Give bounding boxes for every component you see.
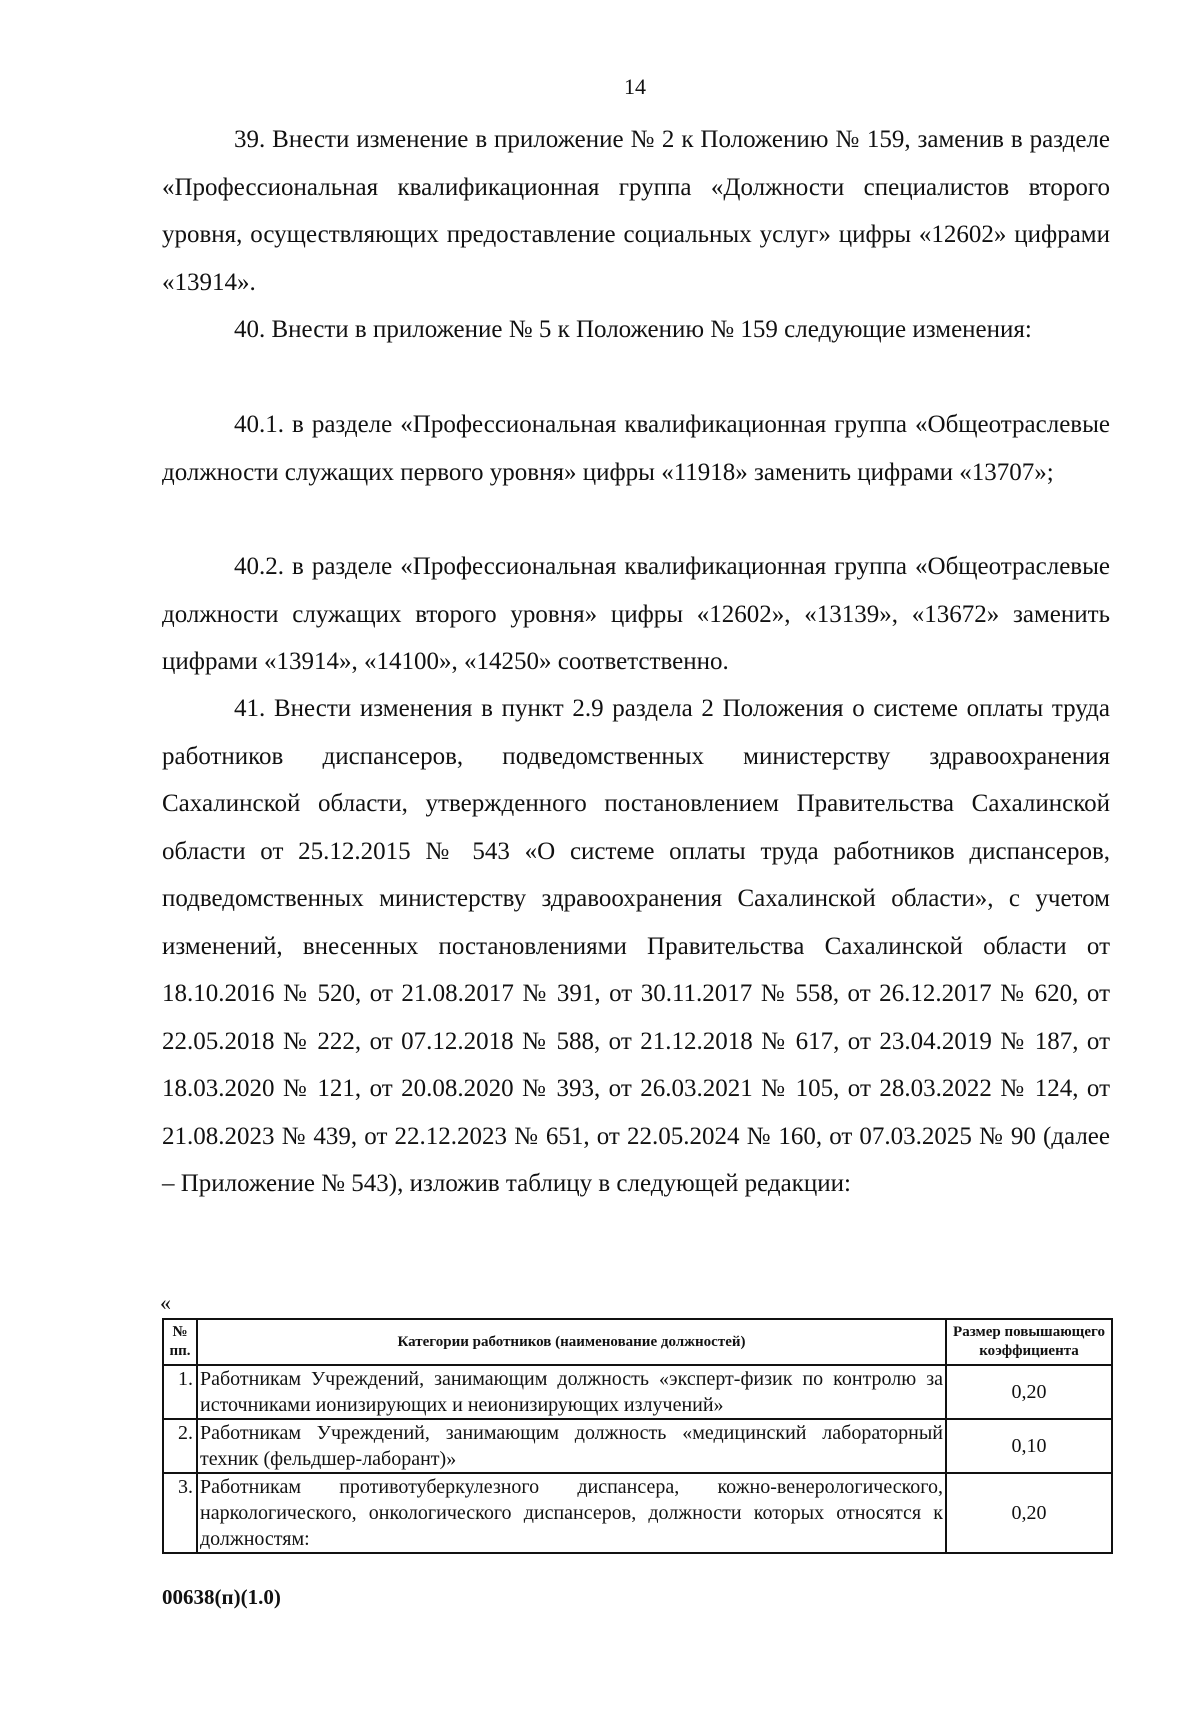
document-code: 00638(п)(1.0) xyxy=(162,1585,281,1609)
header-coefficient: Размер повышающего коэффициента xyxy=(946,1319,1112,1365)
row-category: Работникам Учреждений, занимающим должность «медицинский лабораторный техник (фельдшер-лаборант)» xyxy=(197,1419,946,1473)
row-num: 2. xyxy=(163,1419,197,1473)
table-row xyxy=(163,1365,1112,1419)
paragraph-41: 41. Внести изменения в пункт 2.9 раздела 2 Положения о системе оплаты труда работников диспансеров, подведомственных министерству здравоохранения Сахалинской области, утвержденного постановлением Правительства Сахалинской области от 25.12.2015 № 543 «О системе оплаты труда работников диспансеров, подведомственных министерству здравоохранения Сахалинской области», с учетом изменений, внесенных постановлениями Правительства Сахалинской области от 18.10.2016 № 520, от 21.08.2017 № 391, от 30.11.2017 № 558, от 26.12.2017 № 620, от 22.05.2018 № 222, от 07.12.2018 № 588, от 21.12.2018 № 617, от 23.04.2019 № 187, от 18.03.2020 № 121, от 20.08.2020 № 393, от 26.03.2021 № 105, от 28.03.2022 № 124, от 21.08.2023 № 439, от 22.12.2023 № 651, от 22.05.2024 № 160, от 07.03.2025 № 90 (далее – Приложение № 543), изложив таблицу в следующей редакции: xyxy=(162,695,1110,1197)
row-coefficient: 0,20 xyxy=(946,1365,1112,1419)
row-num: 3. xyxy=(163,1473,197,1553)
table-row xyxy=(163,1419,1112,1473)
coefficient-table xyxy=(162,1318,1113,1554)
paragraph-40-1: 40.1. в разделе «Профессиональная квалификационная группа «Общеотраслевые должности служащих первого уровня» цифры «11918» заменить цифрами «13707»; xyxy=(162,411,1110,486)
page-number: 14 xyxy=(624,74,646,99)
row-num: 1. xyxy=(163,1365,197,1419)
paragraph-39: 39. Внести изменение в приложение № 2 к Положению № 159, заменив в разделе «Профессиональная квалификационная группа «Должности специалистов второго уровня, осуществляющих предоставление социальных услуг» цифры «12602» цифрами «13914». xyxy=(162,126,1110,296)
table-row xyxy=(163,1473,1112,1553)
row-coefficient: 0,20 xyxy=(946,1473,1112,1553)
row-category: Работникам противотуберкулезного диспансера, кожно-венерологического, наркологического, онкологического диспансеров, должности которых относятся к должностям: xyxy=(197,1473,946,1553)
row-coefficient: 0,10 xyxy=(946,1419,1112,1473)
table-header-row xyxy=(163,1319,1112,1365)
row-category: Работникам Учреждений, занимающим должность «эксперт-физик по контролю за источниками ионизирующих и неионизирующих излучений» xyxy=(197,1365,946,1419)
paragraph-40-2: 40.2. в разделе «Профессиональная квалификационная группа «Общеотраслевые должности служащих второго уровня» цифры «12602», «13139», «13672» заменить цифрами «13914», «14100», «14250» соответственно. xyxy=(162,553,1110,675)
table-open-quote: « xyxy=(160,1290,171,1315)
paragraph-40: 40. Внести в приложение № 5 к Положению № 159 следующие изменения: xyxy=(234,316,1032,343)
header-category: Категории работников (наименование должностей) xyxy=(197,1319,946,1365)
header-num: № пп. xyxy=(163,1319,197,1365)
